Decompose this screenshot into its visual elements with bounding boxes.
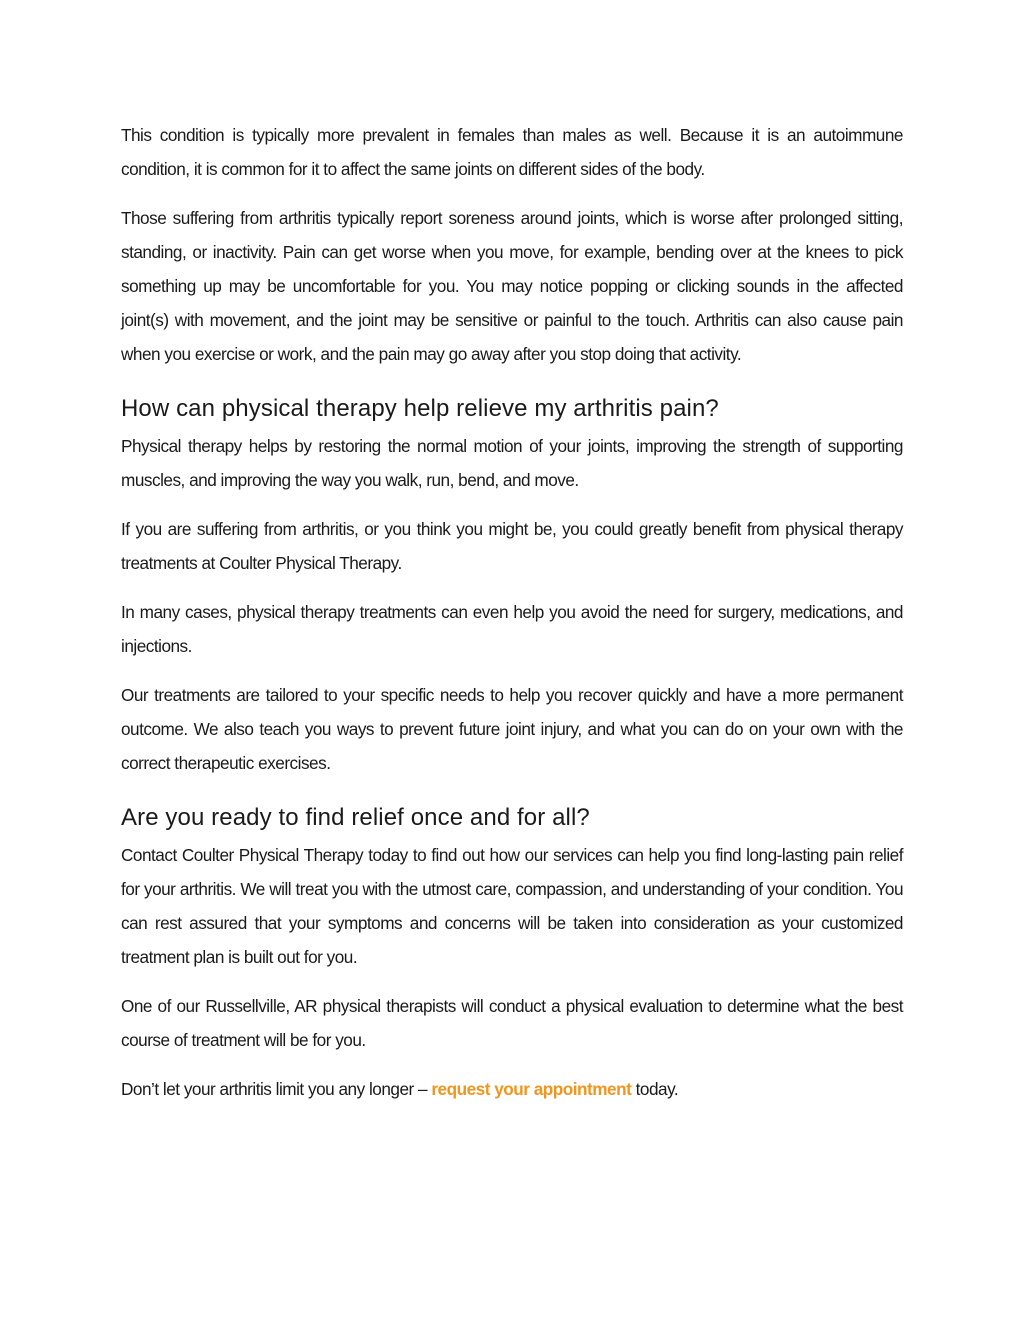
section-heading-physical-therapy: How can physical therapy help relieve my arthritis pain? [121,395,719,422]
paragraph-autoimmune: This condition is typically more prevalent in females than males as well. Because it is an autoimmune condition, it is common for it to affect the same joints on different sides of the body. [121,125,903,179]
closing-text-before: Don’t let your arthritis limit you any longer – [121,1079,432,1099]
document-page [121,118,903,1121]
paragraph-symptoms: Those suffering from arthritis typically report soreness around joints, which is worse after prolonged sitting, standing, or inactivity. Pain can get worse when you move, for example, bending over at the knees to pick something up may be uncomfortable for you. You may notice popping or clicking sounds in the affected joint(s) with movement, and the joint may be sensitive or painful to the touch. Arthritis can also cause pain when you exercise or work, and the pain may go away after you stop doing that activity. [121,208,903,364]
request-appointment-link[interactable]: request your appointment [431,1079,632,1099]
closing-text-after: today. [631,1079,679,1099]
paragraph-benefit: If you are suffering from arthritis, or you think you might be, you could greatly benefit from physical therapy treatments at Coulter Physical Therapy. [121,519,903,573]
section-heading-find-relief: Are you ready to find relief once and for all? [121,804,590,831]
paragraph-avoid-surgery: In many cases, physical therapy treatments can even help you avoid the need for surgery, medications, and injections. [121,602,903,656]
paragraph-tailored-treatments: Our treatments are tailored to your specific needs to help you recover quickly and have a more permanent outcome. We also teach you ways to prevent future joint injury, and what you can do on your own with the correct therapeutic exercises. [121,685,903,773]
paragraph-contact: Contact Coulter Physical Therapy today to find out how our services can help you find long-lasting pain relief for your arthritis. We will treat you with the utmost care, compassion, and understanding of your condition. You can rest assured that your symptoms and concerns will be taken into consideration as your customized treatment plan is built out for you. [121,845,903,967]
paragraph-pt-helps: Physical therapy helps by restoring the normal motion of your joints, improving the strength of supporting muscles, and improving the way you walk, run, bend, and move. [121,436,903,490]
paragraph-closing [121,1072,903,1106]
paragraph-evaluation: One of our Russellville, AR physical therapists will conduct a physical evaluation to determine what the best course of treatment will be for you. [121,996,903,1050]
